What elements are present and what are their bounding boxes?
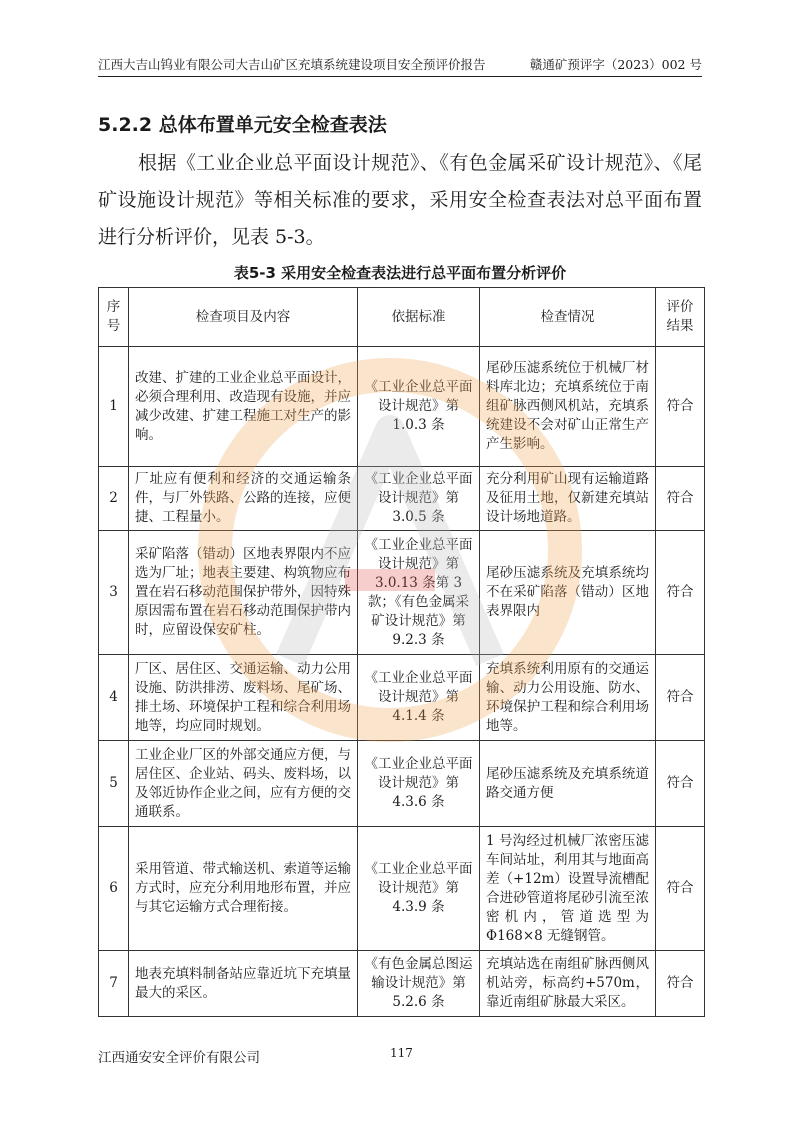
check-situation: 充分利用矿山现有运输道路及征用土地，仅新建充填站设计场地道路。: [480, 467, 656, 531]
header-divider: [98, 76, 702, 77]
standard-basis: 《工业企业总平面设计规范》第 4.3.9 条: [358, 827, 480, 951]
check-item: 采矿陷落（错动）区地表界限内不应选为厂址；地表主要建、构筑物应布置在岩石移动范围保护带外，因特殊原因需布置在岩石移动范围保护带内时，应留设保安矿柱。: [129, 531, 358, 655]
evaluation-result: 符合: [656, 655, 705, 741]
evaluation-result: 符合: [656, 827, 705, 951]
intro-paragraph: 根据《工业企业总平面设计规范》、《有色金属采矿设计规范》、《尾矿设施设计规范》等相关标准的要求，采用安全检查表法对总平面布置进行分析评价，见表 5-3。: [98, 152, 702, 248]
row-number: 1: [99, 347, 129, 467]
page-header: [98, 54, 702, 74]
check-item: 改建、扩建的工业企业总平面设计，必须合理利用、改造现有设施，并应减少改建、扩建工程施工对生产的影响。: [129, 347, 358, 467]
standard-basis: 《有色金属总图运输设计规范》第 5.2.6 条: [358, 951, 480, 1017]
row-number: 5: [99, 741, 129, 827]
standard-basis: 《工业企业总平面设计规范》第 3.0.5 条: [358, 467, 480, 531]
page-number: 117: [390, 1046, 413, 1060]
row-number: 3: [99, 531, 129, 655]
check-situation: 1 号沟经过机械厂浓密压滤车间站址，利用其与地面高差（+12m）设置导流槽配合进砂管道将尾砂引流至浓密机内，管道选型为Φ168×8 无缝钢管。: [480, 827, 656, 951]
table-header-row: [99, 288, 705, 347]
row-number: 2: [99, 467, 129, 531]
header-cell-item: 检查项目及内容: [129, 288, 358, 347]
standard-basis: 《工业企业总平面设计规范》第 3.0.13 条第 3 款；《有色金属采矿设计规范》第 9.2.3 条: [358, 531, 480, 655]
check-item: 厂区、居住区、交通运输、动力公用设施、防洪排涝、废料场、尾矿场、排土场、环境保护工程和综合利用场地等，均应同时规划。: [129, 655, 358, 741]
check-situation: 尾砂压滤系统位于机械厂材料库北边；充填系统位于南组矿脉西侧风机站，充填系统建设不会对矿山正常生产产生影响。: [480, 347, 656, 467]
row-number: 6: [99, 827, 129, 951]
evaluation-result: 符合: [656, 741, 705, 827]
evaluation-result: 符合: [656, 467, 705, 531]
evaluation-result: 符合: [656, 951, 705, 1017]
check-item: 地表充填料制备站应靠近坑下充填量最大的采区。: [129, 951, 358, 1017]
header-cell-situation: 检查情况: [480, 288, 656, 347]
table-title: 表5-3 采用安全检查表法进行总平面布置分析评价: [233, 264, 567, 282]
table-row: [99, 655, 705, 741]
standard-basis: 《工业企业总平面设计规范》第 4.1.4 条: [358, 655, 480, 741]
row-number: 7: [99, 951, 129, 1017]
row-number: 4: [99, 655, 129, 741]
table-row: [99, 741, 705, 827]
safety-checklist-table: [98, 287, 705, 1017]
header-cell-no: 序号: [99, 288, 129, 347]
table-row: [99, 951, 705, 1017]
standard-basis: 《工业企业总平面设计规范》第 4.3.6 条: [358, 741, 480, 827]
header-cell-standard: 依据标准: [358, 288, 480, 347]
section-heading: 5.2.2 总体布置单元安全检查表法: [98, 114, 387, 136]
check-item: 工业企业厂区的外部交通应方便，与居住区、企业站、码头、废料场，以及邻近协作企业之间，应有方便的交通联系。: [129, 741, 358, 827]
header-report-number: 赣通矿预评字（2023）002 号: [529, 57, 702, 72]
check-item: 厂址应有便利和经济的交通运输条件，与厂外铁路、公路的连接，应便捷、工程量小。: [129, 467, 358, 531]
check-item: 采用管道、带式输送机、索道等运输方式时，应充分利用地形布置，并应与其它运输方式合理衔接。: [129, 827, 358, 951]
header-cell-result: 评价结果: [656, 288, 705, 347]
header-report-title: 江西大吉山钨业有限公司大吉山矿区充填系统建设项目安全预评价报告: [98, 57, 486, 72]
check-situation: 尾砂压滤系统及充填系统道路交通方便: [480, 741, 656, 827]
standard-basis: 《工业企业总平面设计规范》第 1.0.3 条: [358, 347, 480, 467]
check-situation: 充填系统利用原有的交通运输、动力公用设施、防水、环境保护工程和综合利用场地等。: [480, 655, 656, 741]
evaluation-result: 符合: [656, 347, 705, 467]
check-situation: 充填站选在南组矿脉西侧风机站旁，标高约+570m，靠近南组矿脉最大采区。: [480, 951, 656, 1017]
table-row: [99, 531, 705, 655]
footer-company: 江西通安安全评价有限公司: [98, 1050, 260, 1066]
table-row: [99, 827, 705, 951]
evaluation-result: 符合: [656, 531, 705, 655]
check-situation: 尾砂压滤系统及充填系统均不在采矿陷落（错动）区地表界限内: [480, 531, 656, 655]
table-row: [99, 347, 705, 467]
table-row: [99, 467, 705, 531]
